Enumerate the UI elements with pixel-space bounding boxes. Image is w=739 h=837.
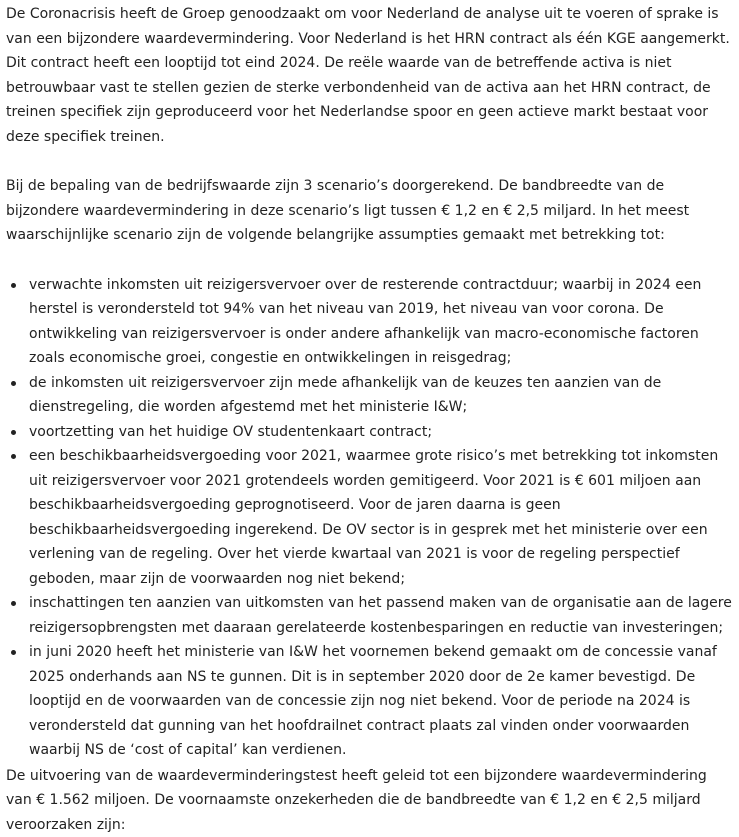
list-item: de inkomsten uit reizigersvervoer zijn mede afhankelijk van de keuzes ten aanzien van de dienstregeling, die worden afgestemd met het ministerie I&W; [6, 371, 733, 420]
list-item: in juni 2020 heeft het ministerie van I&W het voornemen bekend gemaakt om de concessie vanaf 2025 onderhands aan NS te gunnen. Dit is in september 2020 door de 2e kamer bevestigd. De looptijd en de voorwaarden van de concessie zijn nog niet bekend. Voor de periode na 2024 is verondersteld dat gunning van het hoofdrailnet contract plaats zal vinden onder voorwaarden waarbij NS de ‘cost of capital’ kan verdienen. [6, 640, 733, 763]
list-item: voortzetting van het huidige OV studentenkaart contract; [6, 420, 733, 445]
scenarios-paragraph: Bij de bepaling van de bedrijfswaarde zijn 3 scenario’s doorgerekend. De bandbreedte van de bijzondere waardevermindering in deze scenario’s ligt tussen € 1,2 en € 2,5 miljard. In het meest waarschijnlijke scenario zijn de volgende belangrijke assumpties gemaakt met betrekking tot: [6, 174, 733, 248]
list-item: inschattingen ten aanzien van uitkomsten van het passend maken van de organisatie aan de lagere reizigersopbrengsten met daaraan gerelateerde kostenbesparingen en reductie van investeringen; [6, 591, 733, 640]
conclusion-paragraph: De uitvoering van de waardeverminderingstest heeft geleid tot een bijzondere waardevermindering van € 1.562 miljoen. De voornaamste onzekerheden die de bandbreedte van € 1,2 en € 2,5 miljard veroorzaken zijn: [6, 764, 733, 837]
intro-paragraph: De Coronacrisis heeft de Groep genoodzaakt om voor Nederland de analyse uit te voeren of sprake is van een bijzondere waardevermindering. Voor Nederland is het HRN contract als één KGE aangemerkt. Dit contract heeft een looptijd tot eind 2024. De reële waarde van de betreffende activa is niet betrouwbaar vast te stellen gezien de sterke verbondenheid van de activa aan het HRN contract, de treinen specifiek zijn geproduceerd voor het Nederlandse spoor en geen actieve markt bestaat voor deze specifiek treinen. [6, 0, 733, 149]
list-item: een beschikbaarheidsvergoeding voor 2021, waarmee grote risico’s met betrekking tot inkomsten uit reizigersvervoer voor 2021 grotendeels worden gemitigeerd. Voor 2021 is € 601 miljoen aan beschikbaarheidsvergoeding geprognotiseerd. Voor de jaren daarna is geen beschikbaarheidsvergoeding ingerekend. De OV sector is in gesprek met het ministerie over een verlening van de regeling. Over het vierde kwartaal van 2021 is voor de regeling perspectief geboden, maar zijn de voorwaarden nog niet bekend; [6, 444, 733, 591]
list-item: verwachte inkomsten uit reizigersvervoer over de resterende contractduur; waarbij in 2024 een herstel is verondersteld tot 94% van het niveau van 2019, het niveau van voor corona. De ontwikkeling van reizigersvervoer is onder andere afhankelijk van macro-economische factoren zoals economische groei, congestie en ontwikkelingen in reisgedrag; [6, 273, 733, 371]
assumptions-list [6, 273, 733, 763]
